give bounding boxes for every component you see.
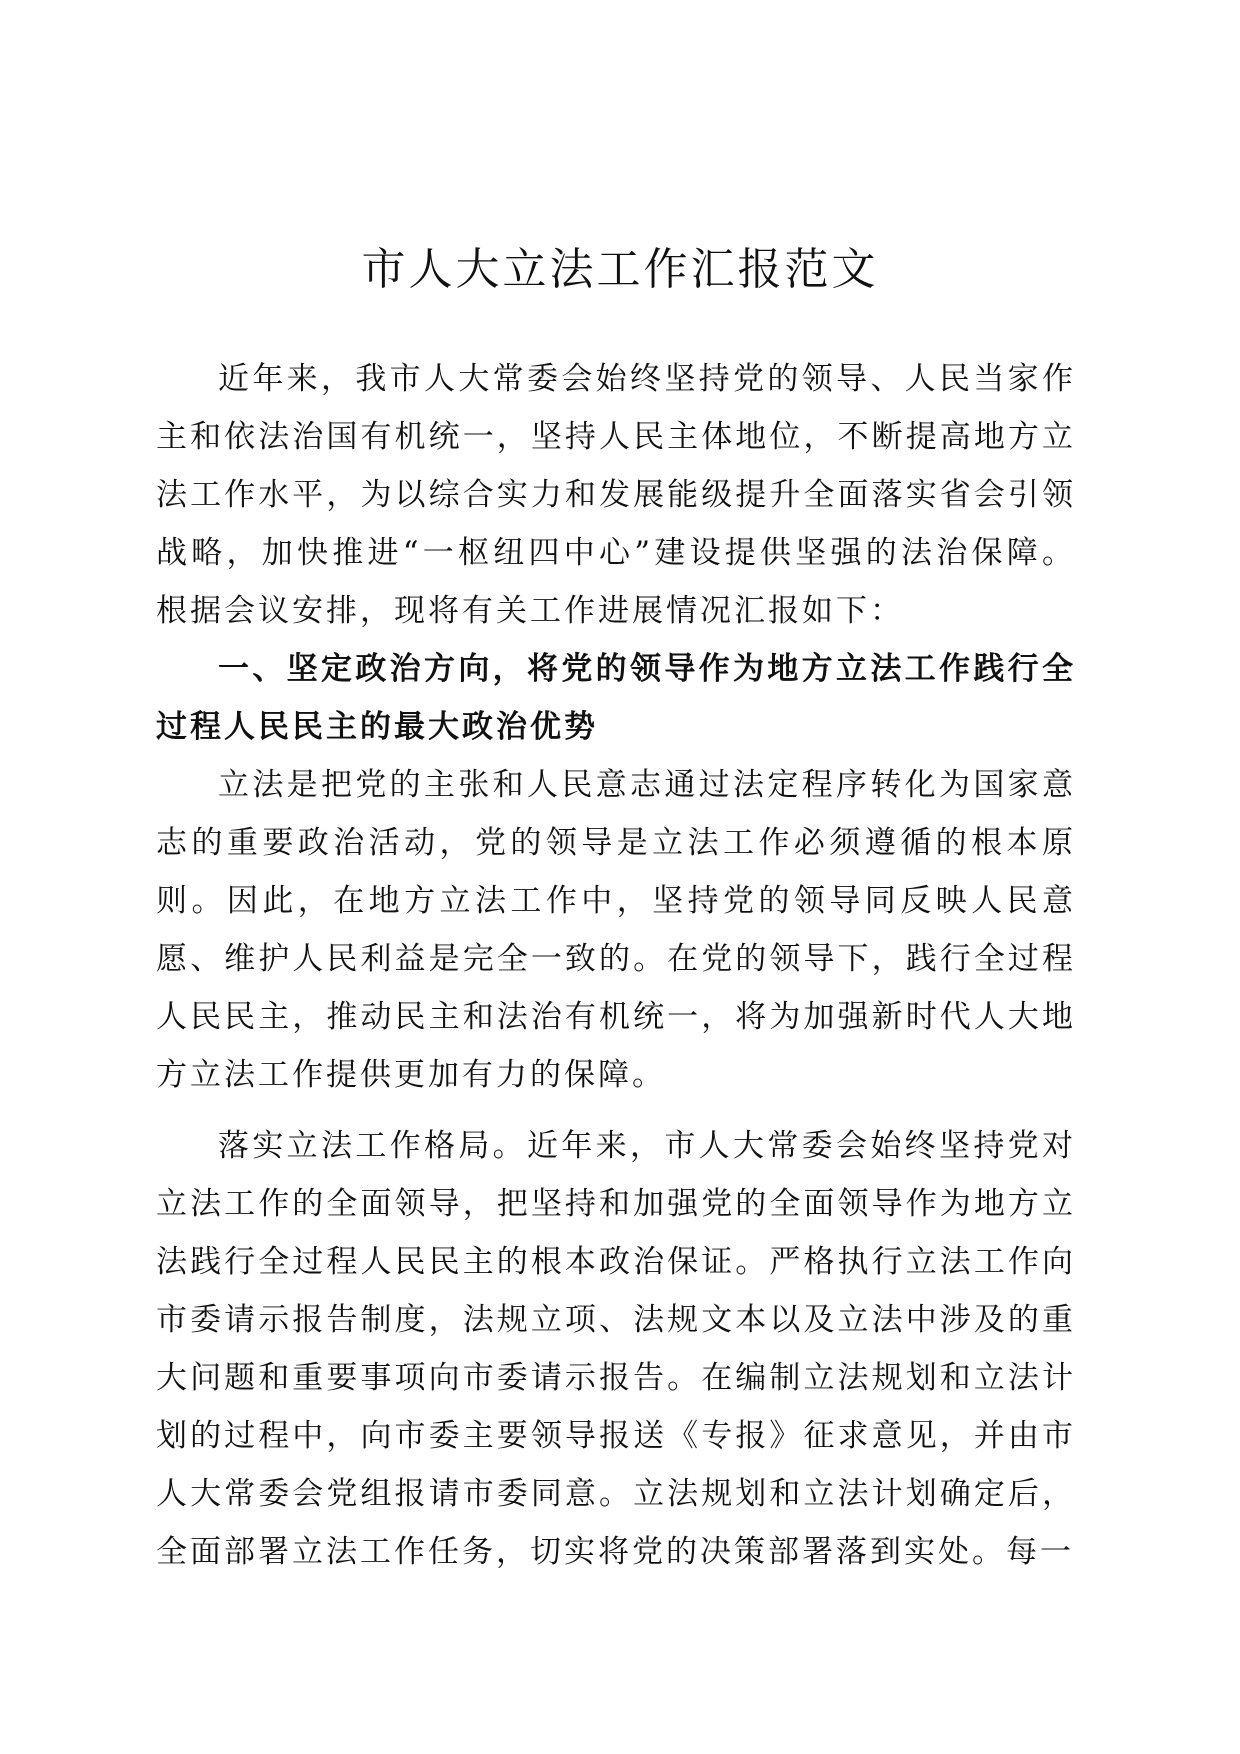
document-body (156, 350, 1076, 1581)
intro-paragraph: 近年来，我市人大常委会始终坚持党的领导、人民当家作主和依法治国有机统一，坚持人民主体地位，不断提高地方立法工作水平，为以综合实力和发展能级提升全面落实省会引领战略，加快推进“一枢纽四中心”建设提供坚强的法治保障。根据会议安排，现将有关工作进展情况汇报如下： (156, 361, 1076, 629)
section-1-heading: 一、坚定政治方向，将党的领导作为地方立法工作践行全过程人民民主的最大政治优势 (156, 651, 1076, 745)
section-1-paragraph-1: 立法是把党的主张和人民意志通过法定程序转化为国家意志的重要政治活动，党的领导是立法工作必须遵循的根本原则。因此，在地方立法工作中，坚持党的领导同反映人民意愿、维护人民利益是完全一致的。在党的领导下，践行全过程人民民主，推动民主和法治有机统一，将为加强新时代人大地方立法工作提供更加有力的保障。 (156, 767, 1076, 1093)
section-1-paragraph-2: 落实立法工作格局。近年来，市人大常委会始终坚持党对立法工作的全面领导，把坚持和加强党的全面领导作为地方立法践行全过程人民民主的根本政治保证。严格执行立法工作向市委请示报告制度，法规立项、法规文本以及立法中涉及的重大问题和重要事项向市委请示报告。在编制立法规划和立法计划的过程中，向市委主要领导报送《专报》征求意见，并由市人大常委会党组报请市委同意。立法规划和立法计划确定后，全面部署立法工作任务，切实将党的决策部署落到实处。每一 (156, 1128, 1076, 1570)
document-title: 市人大立法工作汇报范文 (361, 244, 879, 295)
